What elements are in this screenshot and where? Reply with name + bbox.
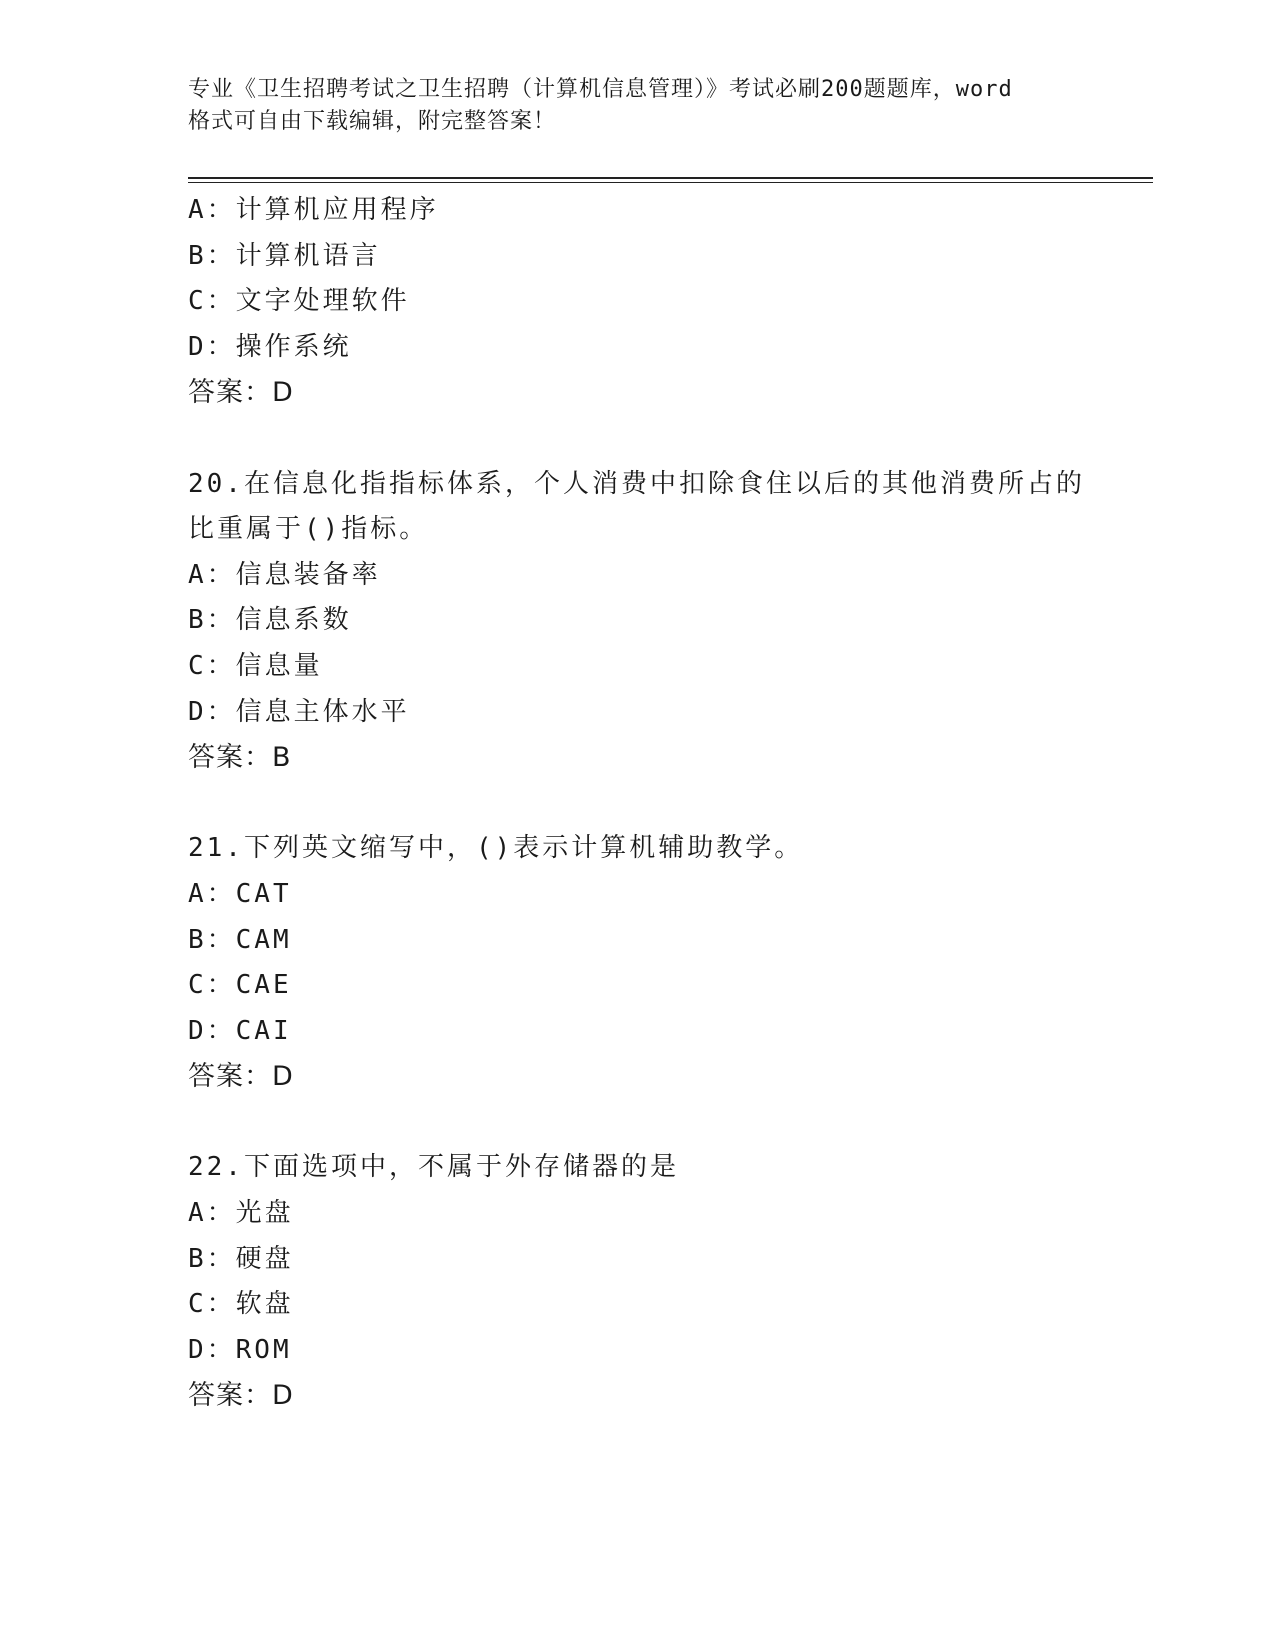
question-22 xyxy=(188,1145,1148,1419)
option-b: B：CAM xyxy=(188,924,292,955)
option-c: C：CAE xyxy=(188,970,292,1001)
spacer xyxy=(188,416,1148,462)
option-c: C：文字处理软件 xyxy=(188,286,410,317)
option-c: C：软盘 xyxy=(188,1289,294,1320)
option-a: A：信息装备率 xyxy=(188,559,381,590)
question-19 xyxy=(188,188,1148,416)
option-b: B：信息系数 xyxy=(188,605,352,636)
header-line-1: 专业《卫生招聘考试之卫生招聘（计算机信息管理）》考试必刷200题题库，word xyxy=(188,77,1013,102)
question-stem: 22.下面选项中，不属于外存储器的是 xyxy=(188,1152,679,1183)
option-a: A：CAT xyxy=(188,878,292,909)
option-a: A：计算机应用程序 xyxy=(188,195,439,225)
header-divider-thin xyxy=(188,182,1153,183)
document-header xyxy=(188,74,1088,138)
question-list xyxy=(188,188,1148,1419)
answer-line: 答案：D xyxy=(188,1380,294,1412)
header-line-2: 格式可自由下载编辑，附完整答案！ xyxy=(188,109,557,134)
question-stem-line-1: 20.在信息化指指标体系，个人消费中扣除食住以后的其他消费所占的 xyxy=(188,468,1085,499)
spacer xyxy=(188,781,1148,827)
answer-line: 答案：D xyxy=(188,1061,294,1093)
option-c: C：信息量 xyxy=(188,650,323,681)
answer-line: 答案：B xyxy=(188,742,292,774)
option-d: D：信息主体水平 xyxy=(188,696,410,727)
question-stem: 21.下列英文缩写中，()表示计算机辅助教学。 xyxy=(188,833,804,864)
header-divider-thick xyxy=(188,177,1153,179)
question-stem-line-2: 比重属于()指标。 xyxy=(188,514,429,545)
question-20 xyxy=(188,462,1148,781)
spacer xyxy=(188,1100,1148,1146)
question-21 xyxy=(188,826,1148,1100)
answer-line: 答案：D xyxy=(188,377,294,409)
option-b: B：硬盘 xyxy=(188,1243,294,1274)
option-b: B：计算机语言 xyxy=(188,240,381,271)
option-a: A：光盘 xyxy=(188,1198,294,1229)
option-d: D：操作系统 xyxy=(188,331,352,362)
option-d: D：ROM xyxy=(188,1334,292,1365)
option-d: D：CAI xyxy=(188,1015,292,1046)
